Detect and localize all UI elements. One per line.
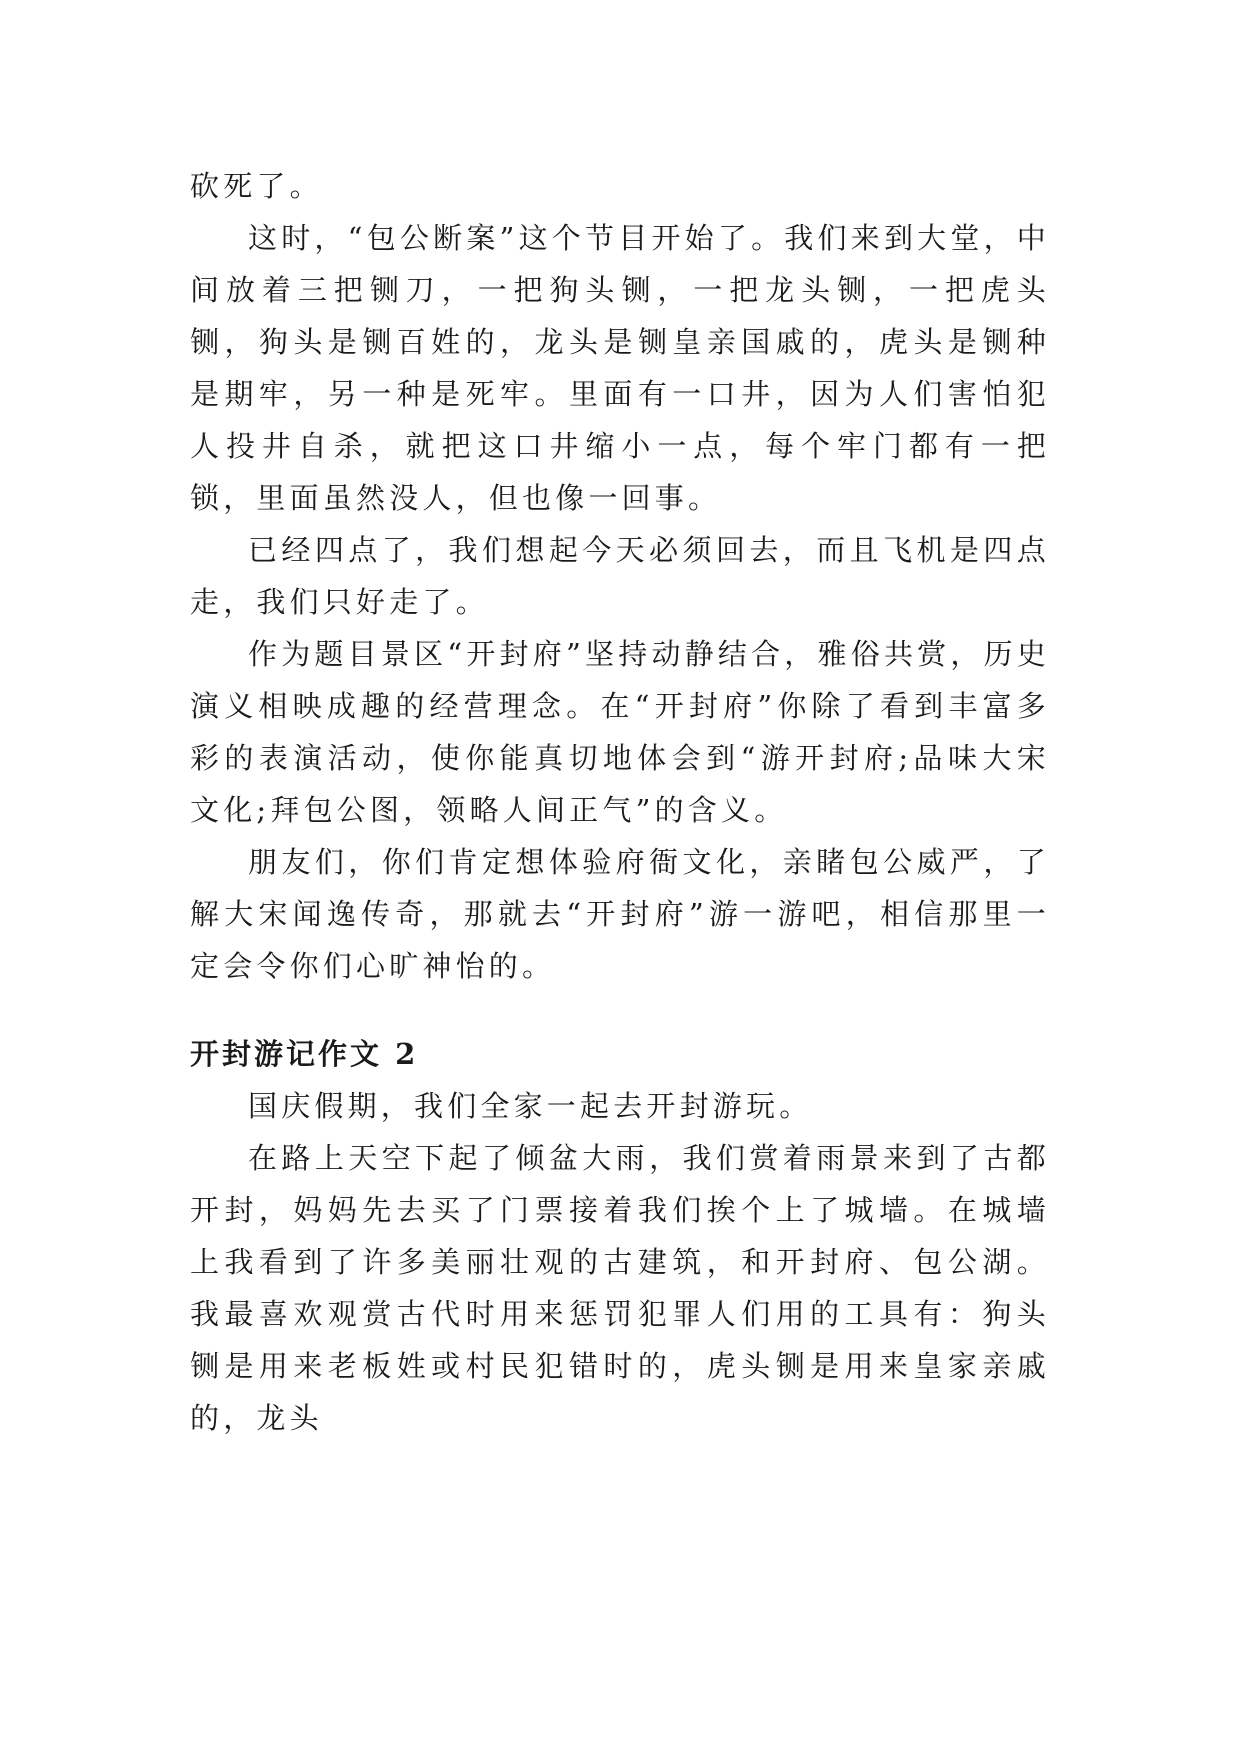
section-title: 开封游记作文 2	[190, 1037, 419, 1071]
article-body	[190, 160, 1050, 1444]
paragraph-four-oclock: 已经四点了，我们想起今天必须回去，而且飞机是四点走，我们只好走了。	[190, 533, 1050, 619]
paragraph-bao-gong-case: 这时，“包公断案”这个节目开始了。我们来到大堂，中间放着三把铡刀，一把狗头铡，一把龙头铡，一把虎头铡，狗头是铡百姓的，龙头是铡皇亲国戚的，虎头是铡种是期牢，另一种是死牢。里面有一口井，因为人们害怕犯人投井自杀，就把这口井缩小一点，每个牢门都有一把锁，里面虽然没人，但也像一回事。	[190, 221, 1050, 515]
paragraph-friends-invitation: 朋友们，你们肯定想体验府衙文化，亲睹包公威严，了解大宋闻逸传奇，那就去“开封府”游一游吧，相信那里一定会令你们心旷神怡的。	[190, 845, 1050, 983]
paragraph-continuation: 砍死了。	[190, 169, 323, 203]
paragraph-kaifeng-fu-concept: 作为题目景区“开封府”坚持动静结合，雅俗共赏，历史演义相映成趣的经营理念。在“开封府”你除了看到丰富多彩的表演活动，使你能真切地体会到“游开封府;品味大宋文化;拜包公图，领略人间正气”的含义。	[190, 637, 1050, 827]
paragraph-rain-city-wall: 在路上天空下起了倾盆大雨，我们赏着雨景来到了古都开封，妈妈先去买了门票接着我们挨个上了城墙。在城墙上我看到了许多美丽壮观的古建筑，和开封府、包公湖。我最喜欢观赏古代时用来惩罚犯罪人们用的工具有：狗头铡是用来老板姓或村民犯错时的，虎头铡是用来皇家亲戚的，龙头	[190, 1141, 1050, 1435]
paragraph-national-day: 国庆假期，我们全家一起去开封游玩。	[248, 1089, 813, 1123]
